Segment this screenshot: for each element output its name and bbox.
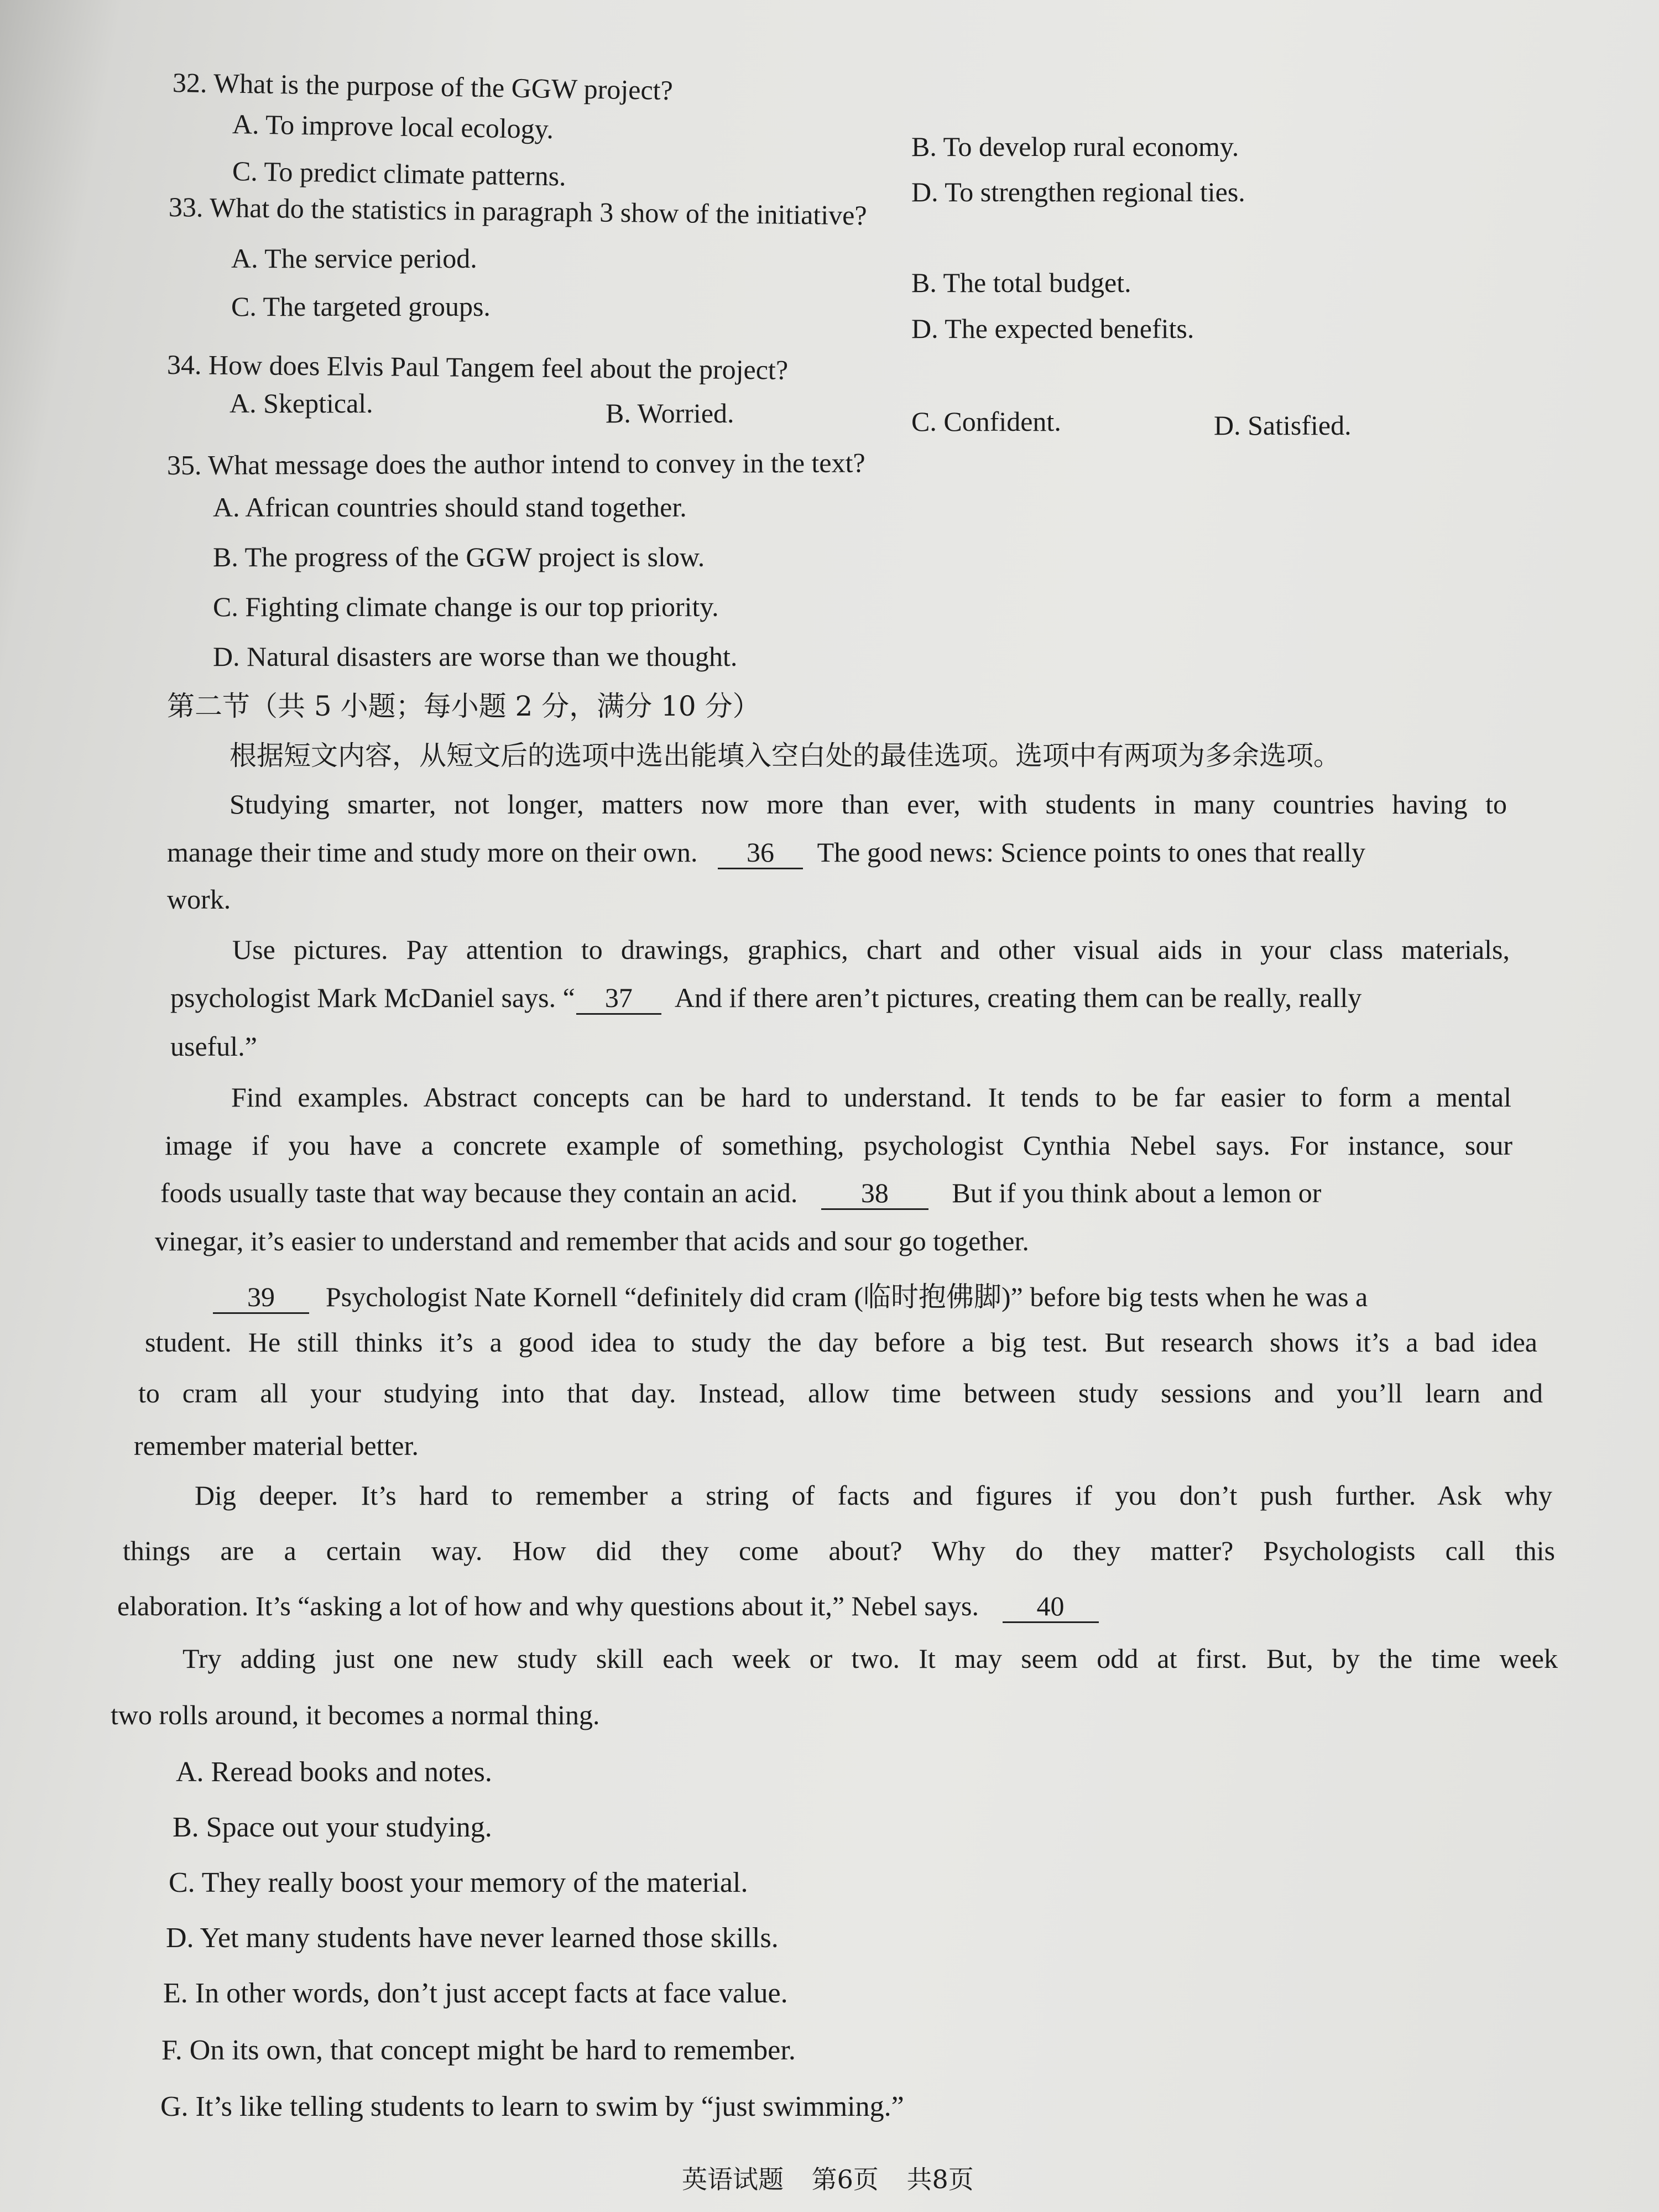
- blank-38: 38: [821, 1178, 928, 1210]
- passage-p5-line3-text: elaboration. It’s “asking a lot of how and why questions about it,” Nebel says.: [117, 1590, 979, 1621]
- question-35-option-c: C. Fighting climate change is our top priority.: [213, 591, 719, 622]
- question-34-option-c: C. Confident.: [911, 406, 1061, 437]
- page-footer: [672, 2159, 984, 2196]
- question-32-option-d: D. To strengthen regional ties.: [911, 176, 1245, 207]
- passage-p1-line1: Studying smarter, not longer, matters now more than ever, with students in many countries having to: [229, 789, 1507, 820]
- question-32-option-a: A. To improve local ecology.: [232, 108, 554, 145]
- question-35-option-d: D. Natural disasters are worse than we thought.: [213, 641, 738, 672]
- question-34-option-a: A. Skeptical.: [229, 388, 373, 419]
- choice-c: C. They really boost your memory of the material.: [169, 1867, 748, 1898]
- question-33-option-c: C. The targeted groups.: [231, 291, 491, 322]
- passage-p4-line2: student. He still thinks it’s a good idea to study the day before a big test. But research shows it’s a bad idea: [145, 1327, 1537, 1358]
- passage-p1-line2-text-a: manage their time and study more on their own.: [167, 837, 698, 868]
- blank-37: 37: [576, 983, 661, 1015]
- question-35-option-b: B. The progress of the GGW project is slow.: [213, 541, 705, 572]
- passage-p1-line2: [167, 836, 1365, 869]
- choice-a: A. Reread books and notes.: [176, 1756, 492, 1788]
- question-32-option-c: C. To predict climate patterns.: [232, 155, 567, 192]
- passage-p4-line4: remember material better.: [134, 1430, 419, 1461]
- footer-total-pages: 共8页: [906, 2164, 974, 2194]
- passage-p2-line2-text-b: And if there aren’t pictures, creating them can be really, really: [674, 982, 1362, 1013]
- question-33-option-d: D. The expected benefits.: [911, 313, 1194, 344]
- passage-p4-line3: to cram all your studying into that day. Instead, allow time between study sessions and you’ll learn and: [138, 1378, 1543, 1408]
- passage-p3-line4: vinegar, it’s easier to understand and remember that acids and sour go together.: [155, 1225, 1029, 1256]
- passage-p2-line3: useful.”: [170, 1031, 257, 1062]
- passage-p2-line1: Use pictures. Pay attention to drawings, graphics, chart and other visual aids in your class materials,: [232, 934, 1510, 965]
- passage-p6-line1: Try adding just one new study skill each week or two. It may seem odd at first. But, by the time week: [182, 1643, 1558, 1674]
- section-instruction: 根据短文内容，从短文后的选项中选出能填入空白处的最佳选项。选项中有两项为多余选项。: [229, 740, 1341, 771]
- choice-g: G. It’s like telling students to learn to swim by “just swimming.”: [160, 2091, 904, 2122]
- passage-p1-line3: work.: [167, 884, 231, 915]
- passage-p6-line2: two rolls around, it becomes a normal thing.: [111, 1699, 600, 1730]
- passage-p1-line2-text-b: The good news: Science points to ones that really: [817, 837, 1366, 868]
- blank-40: 40: [1003, 1591, 1099, 1623]
- passage-p3-line1: Find examples. Abstract concepts can be hard to understand. It tends to be far easier to form a mental: [231, 1082, 1511, 1113]
- question-34-option-b: B. Worried.: [606, 398, 734, 429]
- passage-p3-line3-text-a: foods usually taste that way because they contain an acid.: [160, 1177, 798, 1208]
- choice-f: F. On its own, that concept might be hard to remember.: [161, 2034, 796, 2066]
- question-35-stem: 35. What message does the author intend to convey in the text?: [166, 447, 865, 481]
- passage-p3-line2: image if you have a concrete example of something, psychologist Cynthia Nebel says. For instance, sour: [165, 1130, 1512, 1161]
- passage-p5-line2: things are a certain way. How did they come about? Why do they matter? Psychologists call this: [123, 1535, 1555, 1566]
- passage-p2-line2-text-a: psychologist Mark McDaniel says. “: [170, 982, 575, 1013]
- section-heading: 第二节（共 5 小题；每小题 2 分，满分 10 分）: [167, 690, 760, 722]
- question-33-option-a: A. The service period.: [231, 243, 477, 274]
- question-35-option-a: A. African countries should stand together.: [213, 492, 687, 523]
- footer-subject: 英语试题: [682, 2164, 784, 2194]
- passage-p3-line3: [160, 1177, 1321, 1210]
- question-34-stem: 34. How does Elvis Paul Tangem feel about the project?: [166, 349, 789, 385]
- passage-p2-line2: [170, 982, 1361, 1015]
- choice-d: D. Yet many students have never learned those skills.: [166, 1922, 779, 1954]
- question-34-option-d: D. Satisfied.: [1214, 410, 1352, 441]
- passage-p5-line3: [117, 1590, 1099, 1623]
- question-32-option-b: B. To develop rural economy.: [911, 131, 1239, 162]
- question-33-stem: 33. What do the statistics in paragraph 3 show of the initiative?: [168, 191, 867, 231]
- question-33-option-b: B. The total budget.: [911, 267, 1131, 298]
- footer-page-number: 第6页: [811, 2164, 879, 2194]
- choice-e: E. In other words, don’t just accept facts at face value.: [163, 1978, 788, 2009]
- blank-39: 39: [213, 1282, 309, 1314]
- blank-36: 36: [718, 837, 803, 869]
- question-32-stem: 32. What is the purpose of the GGW project?: [172, 67, 674, 106]
- choice-b: B. Space out your studying.: [173, 1812, 492, 1843]
- passage-p4-line1: [213, 1275, 1368, 1314]
- passage-p5-line1: Dig deeper. It’s hard to remember a string of facts and figures if you don’t push further. Ask why: [195, 1480, 1552, 1511]
- passage-p3-line3-text-b: But if you think about a lemon or: [952, 1177, 1322, 1208]
- passage-p4-line1-text: Psychologist Nate Kornell “definitely did cram (临时抱佛脚)” before big tests when he was a: [326, 1281, 1368, 1312]
